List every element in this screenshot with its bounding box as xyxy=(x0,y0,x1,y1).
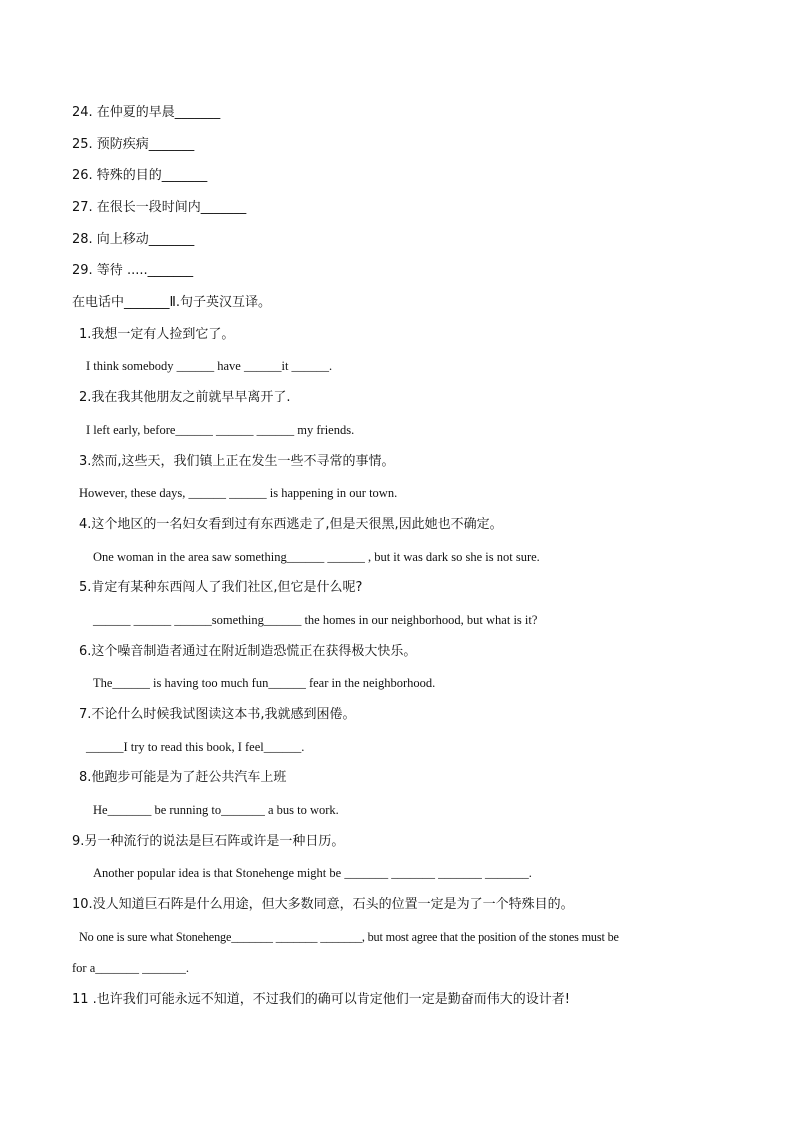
sentence-8-en: He_______ be running to_______ a bus to work. xyxy=(93,803,339,817)
sentence-8-zh: 8.他跑步可能是为了赶公共汽车上班 xyxy=(79,770,287,785)
sentence-6-zh: 6.这个噪音制造者通过在附近制造恐慌正在获得极大快乐。 xyxy=(79,644,417,659)
sentence-4-zh: 4.这个地区的一名妇女看到过有东西逃走了,但是天很黑,因此她也不确定。 xyxy=(79,517,503,532)
sentence-9-en: Another popular idea is that Stonehenge might be _______ _______ _______ _______. xyxy=(93,866,532,880)
sentence-10-en-continued: for a_______ _______. xyxy=(72,961,189,975)
sentence-6-en: The______ is having too much fun______ fear in the neighborhood. xyxy=(93,676,436,690)
sentence-7-zh: 7.不论什么时候我试图读这本书,我就感到困倦。 xyxy=(79,707,356,722)
sentence-3-en: However, these days, ______ ______ is happening in our town. xyxy=(79,486,398,500)
vocab-item-27: 27. 在很长一段时间内_______ xyxy=(72,200,247,215)
vocab-item-25: 25. 预防疾病_______ xyxy=(72,137,195,152)
sentence-5-zh: 5.肯定有某种东西闯人了我们社区,但它是什么呢? xyxy=(79,580,363,595)
sentence-3-zh: 3.然而,这些天，我们镇上正在发生一些不寻常的事情。 xyxy=(79,454,395,469)
sentence-4-en: One woman in the area saw something______ ______ , but it was dark so she is not sure. xyxy=(93,550,540,564)
sentence-2-en: I left early, before______ ______ ______ my friends. xyxy=(86,423,355,437)
sentence-10-en: No one is sure what Stonehenge_______ _______ _______, but most agree that the position of the stones must be xyxy=(79,930,619,944)
vocab-item-24: 24. 在仲夏的早晨_______ xyxy=(72,105,221,120)
sentence-9-zh: 9.另一种流行的说法是巨石阵或许是一种日历。 xyxy=(72,834,345,849)
vocab-item-28: 28. 向上移动_______ xyxy=(72,232,195,247)
vocab-item-29: 29. 等待 ....._______ xyxy=(72,263,194,278)
sentence-2-zh: 2.我在我其他朋友之前就早早离开了. xyxy=(79,390,291,405)
vocab-item-26: 26. 特殊的目的_______ xyxy=(72,168,208,183)
section-heading: 在电话中_______Ⅱ.句子英汉互译。 xyxy=(72,295,272,310)
sentence-7-en: ______I try to read this book, I feel______. xyxy=(86,740,305,754)
sentence-10-zh: 10.没人知道巨石阵是什么用途，但大多数同意，石头的位置一定是为了一个特殊目的。 xyxy=(72,897,574,912)
sentence-11-zh: 11 .也许我们可能永远不知道，不过我们的确可以肯定他们一定是勤奋而伟大的设计者! xyxy=(72,992,571,1007)
sentence-5-en: ______ ______ ______something______ the homes in our neighborhood, but what is it? xyxy=(93,613,538,627)
sentence-1-zh: 1.我想一定有人捡到它了。 xyxy=(79,327,235,342)
sentence-1-en: I think somebody ______ have ______it ______. xyxy=(86,359,333,373)
